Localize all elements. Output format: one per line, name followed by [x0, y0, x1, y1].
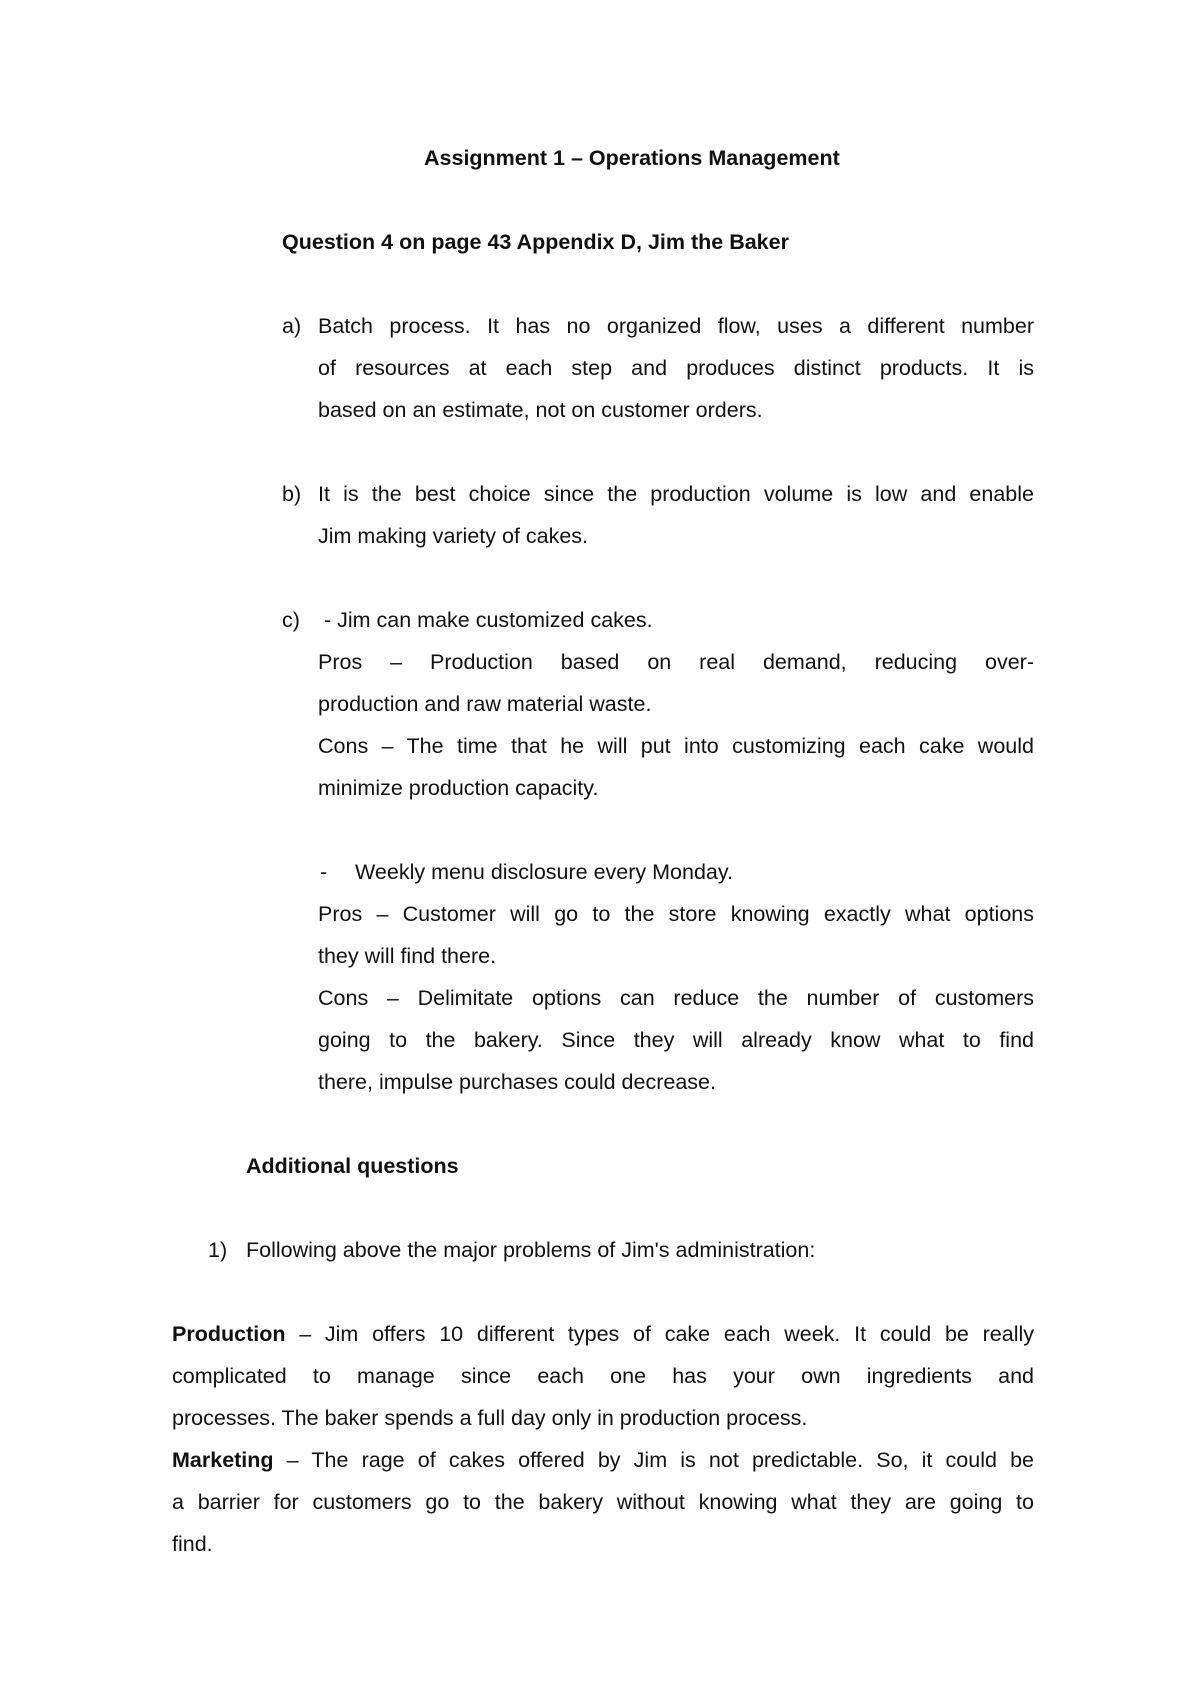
answer-c-pros-1-line-1: Pros – Production based on real demand, reducing over-	[318, 650, 1034, 674]
answer-c-cons-2-line-3: there, impulse purchases could decrease.	[318, 1070, 716, 1094]
answer-c-cons-1-line-2: minimize production capacity.	[318, 776, 599, 800]
answer-c-second-option: Weekly menu disclosure every Monday.	[355, 860, 734, 884]
answer-c-pros-2-line-2: they will find there.	[318, 944, 497, 968]
answer-c-second-dash: -	[320, 860, 328, 884]
marketing-line-3: find.	[172, 1532, 213, 1556]
answer-a-line-2: of resources at each step and produces distinct products. It is	[318, 356, 1034, 380]
marketing-line-2: a barrier for customers go to the bakery without knowing what they are going to	[172, 1490, 1034, 1514]
document-title: Assignment 1 – Operations Management	[424, 146, 840, 170]
answer-c-cons-1-line-1: Cons – The time that he will put into customizing each cake would	[318, 734, 1034, 758]
marketing-line-1	[172, 1448, 1034, 1473]
answer-a-line-1: Batch process. It has no organized flow, uses a different number	[318, 314, 1034, 338]
production-line-2: complicated to manage since each one has your own ingredients and	[172, 1364, 1034, 1388]
answer-a-marker: a)	[282, 314, 302, 338]
additional-q1-text: Following above the major problems of Jim's administration:	[246, 1238, 816, 1262]
answer-c-pros-1-line-2: production and raw material waste.	[318, 692, 652, 716]
answer-a-line-3: based on an estimate, not on customer orders.	[318, 398, 763, 422]
marketing-label: Marketing	[172, 1448, 274, 1472]
answer-b-line-2: Jim making variety of cakes.	[318, 524, 589, 548]
answer-b-marker: b)	[282, 482, 302, 506]
answer-c-marker: c)	[282, 608, 300, 632]
answer-c-cons-2-line-1: Cons – Delimitate options can reduce the number of customers	[318, 986, 1034, 1010]
answer-c-cons-2-line-2: going to the bakery. Since they will already know what to find	[318, 1028, 1034, 1052]
answer-b-line-1: It is the best choice since the production volume is low and enable	[318, 482, 1034, 506]
question-heading: Question 4 on page 43 Appendix D, Jim the Baker	[282, 230, 789, 254]
answer-c-pros-2-line-1: Pros – Customer will go to the store knowing exactly what options	[318, 902, 1034, 926]
additional-q1-marker: 1)	[208, 1238, 228, 1262]
production-line-1	[172, 1322, 1034, 1347]
answer-c-first-option: - Jim can make customized cakes.	[324, 608, 653, 632]
production-line-1-text: – Jim offers 10 different types of cake each week. It could be really	[285, 1322, 1034, 1346]
marketing-line-1-text: – The rage of cakes offered by Jim is not predictable. So, it could be	[273, 1448, 1034, 1472]
production-label: Production	[172, 1322, 286, 1346]
production-line-3: processes. The baker spends a full day only in production process.	[172, 1406, 808, 1430]
additional-questions-heading: Additional questions	[246, 1154, 459, 1178]
